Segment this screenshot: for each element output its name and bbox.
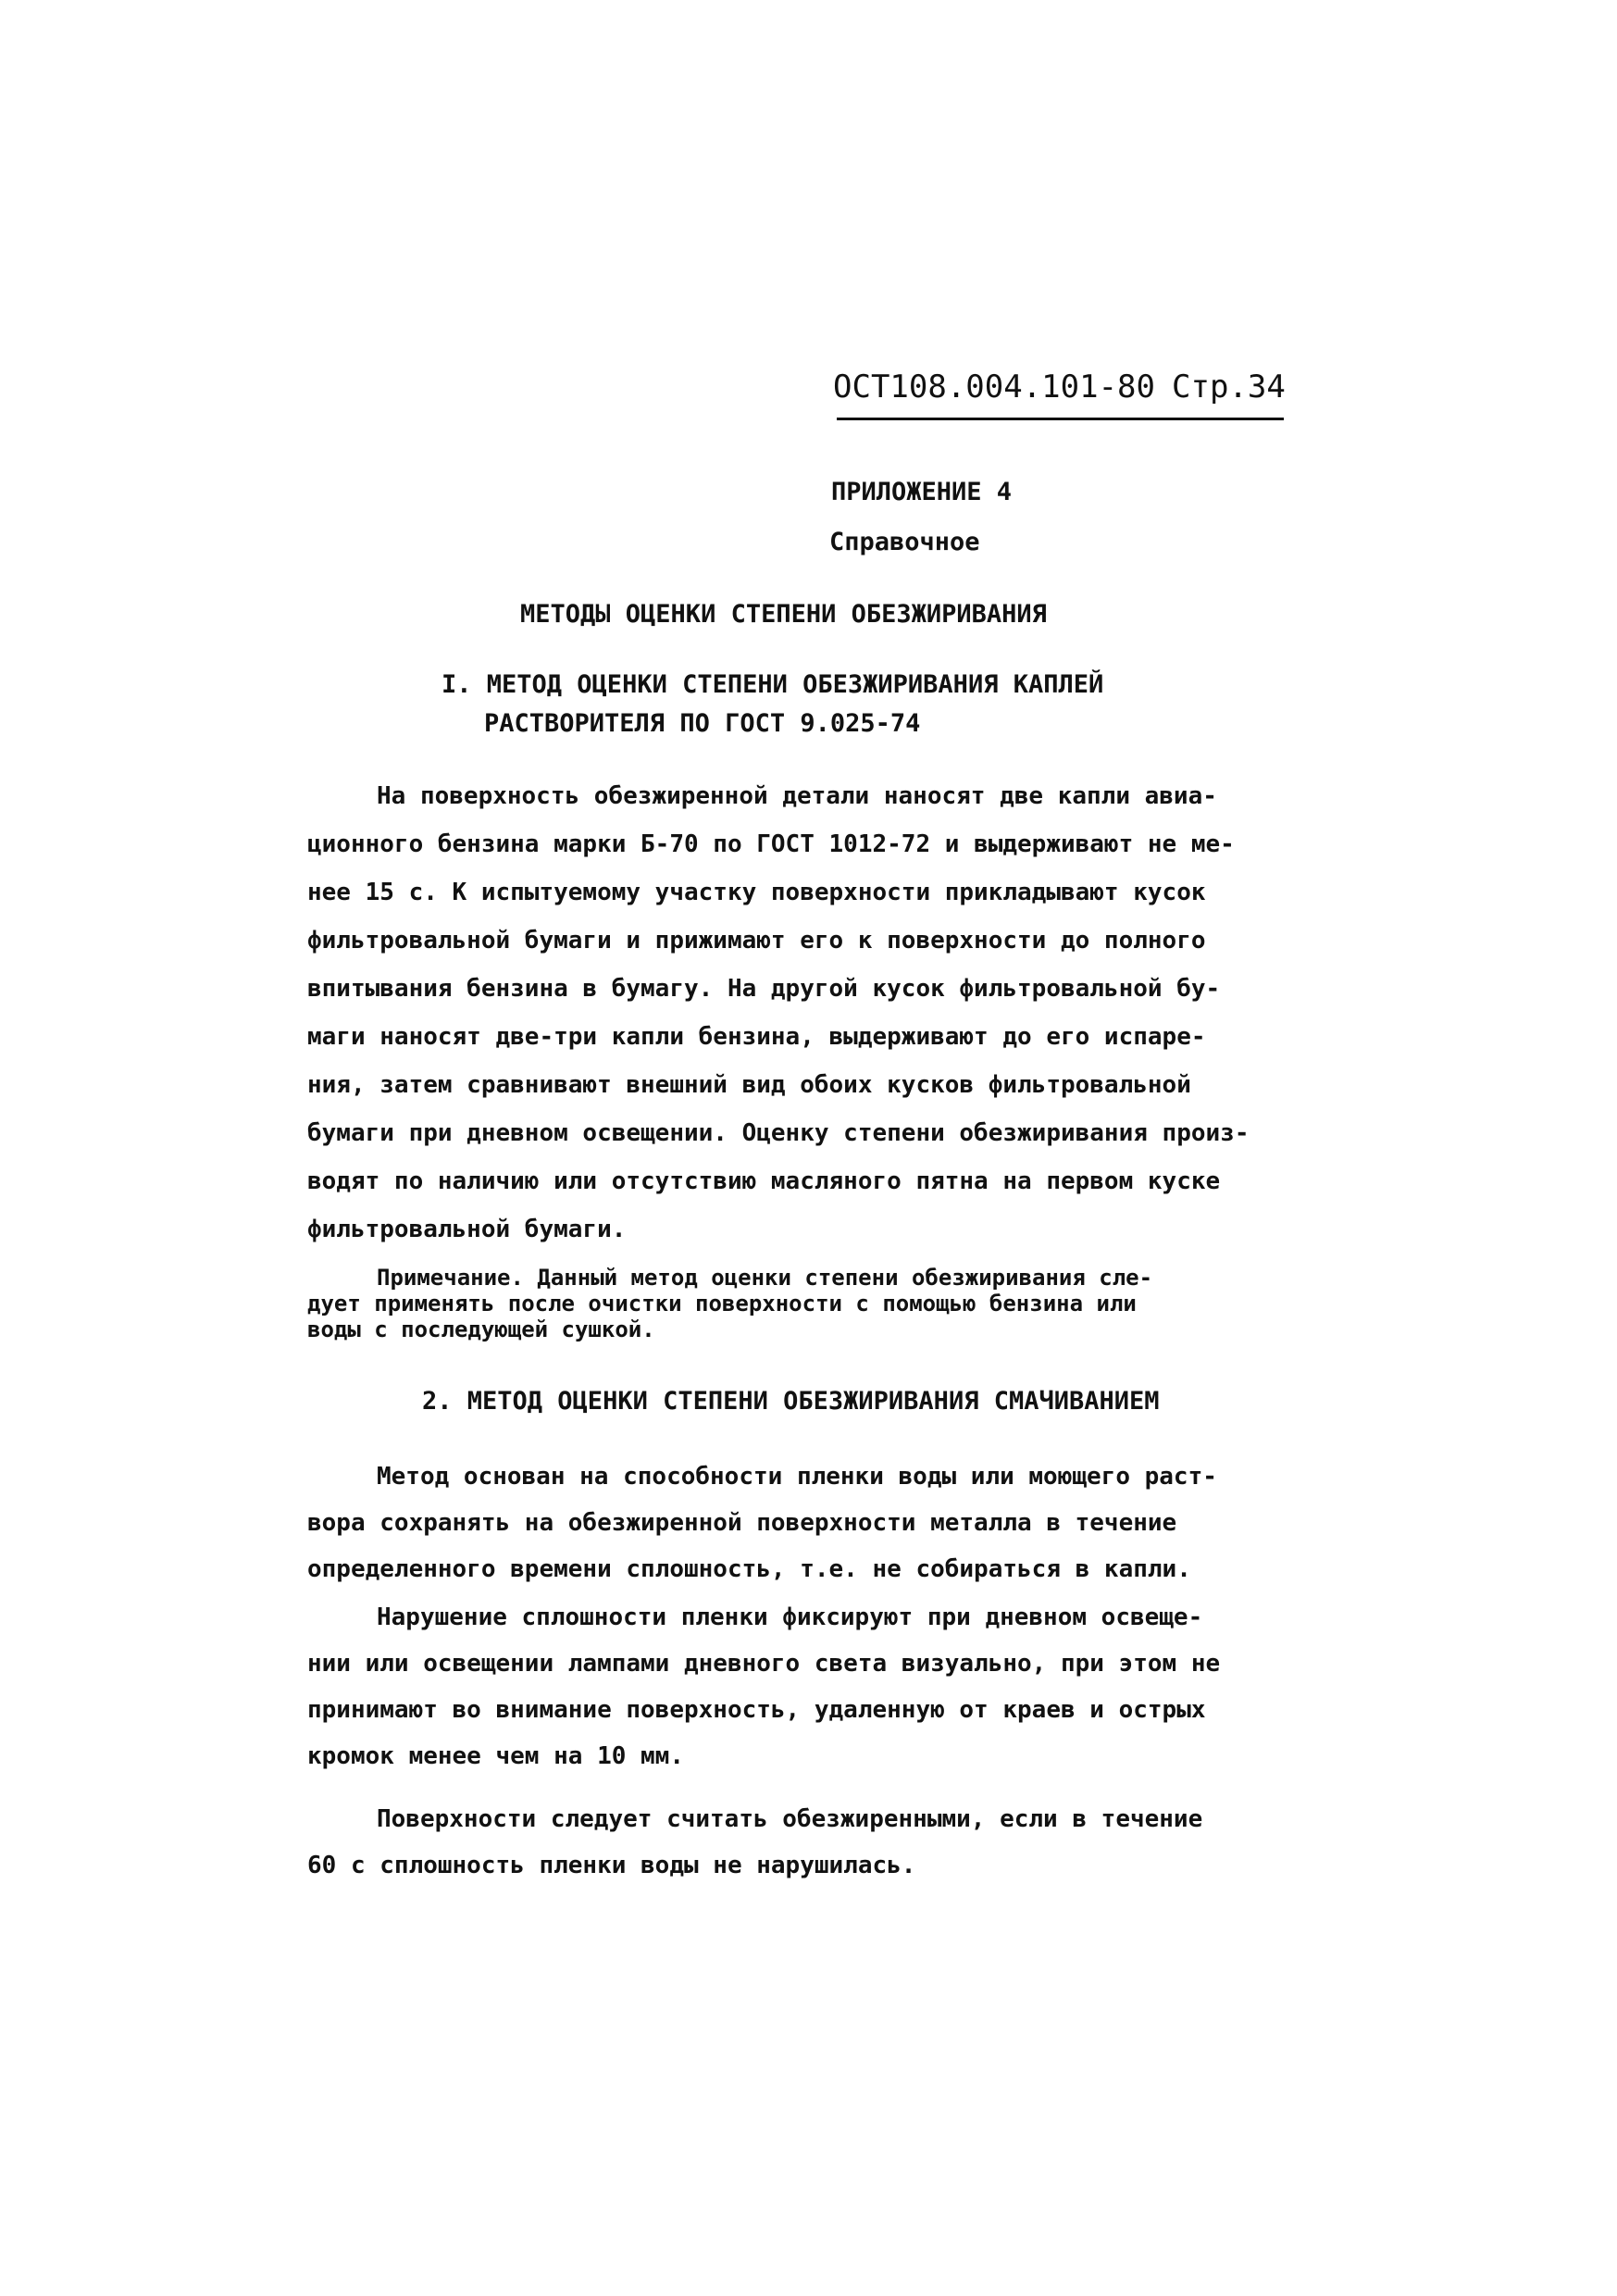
note-line: воды с последующей сушкой. — [307, 1316, 655, 1342]
page-header — [833, 368, 1286, 417]
text-line: принимают во внимание поверхность, удаленную от краев и острых — [307, 1696, 1206, 1724]
reference-label: Справочное — [829, 528, 980, 556]
text-line: ния, затем сравнивают внешний вид обоих кусков фильтровальной — [307, 1071, 1191, 1099]
text-line: бумаги при дневном освещении. Оценку степени обезжиривания произ- — [307, 1119, 1250, 1147]
text-line: 60 с сплошность пленки воды не нарушилась. — [307, 1852, 916, 1879]
text-line: определенного времени сплошность, т.е. не собираться в капли. — [307, 1555, 1191, 1583]
text-line: Нарушение сплошности пленки фиксируют при дневном освеще- — [377, 1603, 1203, 1631]
text-line: впитывания бензина в бумагу. На другой кусок фильтровальной бу- — [307, 975, 1221, 1003]
text-line: нии или освещении лампами дневного света визуально, при этом не — [307, 1650, 1221, 1678]
text-line: водят по наличию или отсутствию масляного пятна на первом куске — [307, 1167, 1221, 1195]
appendix-label: ПРИЛОЖЕНИЕ 4 — [831, 478, 1013, 506]
main-title: МЕТОДЫ ОЦЕНКИ СТЕПЕНИ ОБЕЗЖИРИВАНИЯ — [520, 600, 1047, 629]
text-line: Метод основан на способности пленки воды или моющего раст- — [377, 1463, 1217, 1491]
text-line: вора сохранять на обезжиренной поверхности металла в течение — [307, 1509, 1177, 1537]
section2-title: 2. МЕТОД ОЦЕНКИ СТЕПЕНИ ОБЕЗЖИРИВАНИЯ СМАЧИВАНИЕМ — [422, 1387, 1160, 1416]
text-line: фильтровальной бумаги и прижимают его к поверхности до полного — [307, 927, 1206, 955]
text-line: Поверхности следует считать обезжиренными, если в течение — [377, 1805, 1203, 1833]
note-line: Примечание. Данный метод оценки степени обезжиривания сле- — [377, 1265, 1153, 1291]
text-line: нее 15 с. К испытуемому участку поверхности прикладывают кусок — [307, 879, 1206, 906]
header-underline — [837, 418, 1284, 420]
text-line: маги наносят две-три капли бензина, выдерживают до его испаре- — [307, 1023, 1206, 1051]
document-code: ОСТ108.004.101-80 — [833, 368, 1155, 406]
page-number: Стр.34 — [1172, 368, 1286, 406]
text-line: фильтровальной бумаги. — [307, 1216, 627, 1243]
text-line: На поверхность обезжиренной детали наносят две капли авиа- — [377, 782, 1217, 810]
text-line: кромок менее чем на 10 мм. — [307, 1742, 684, 1770]
note-line: дует применять после очистки поверхности с помощью бензина или — [307, 1291, 1137, 1316]
text-line: ционного бензина марки Б-70 по ГОСТ 1012-72 и выдерживают не ме- — [307, 830, 1235, 858]
section1-title-line2: РАСТВОРИТЕЛЯ ПО ГОСТ 9.025-74 — [484, 709, 921, 738]
section1-title-line1: I. МЕТОД ОЦЕНКИ СТЕПЕНИ ОБЕЗЖИРИВАНИЯ КАПЛЕЙ — [442, 670, 1104, 699]
